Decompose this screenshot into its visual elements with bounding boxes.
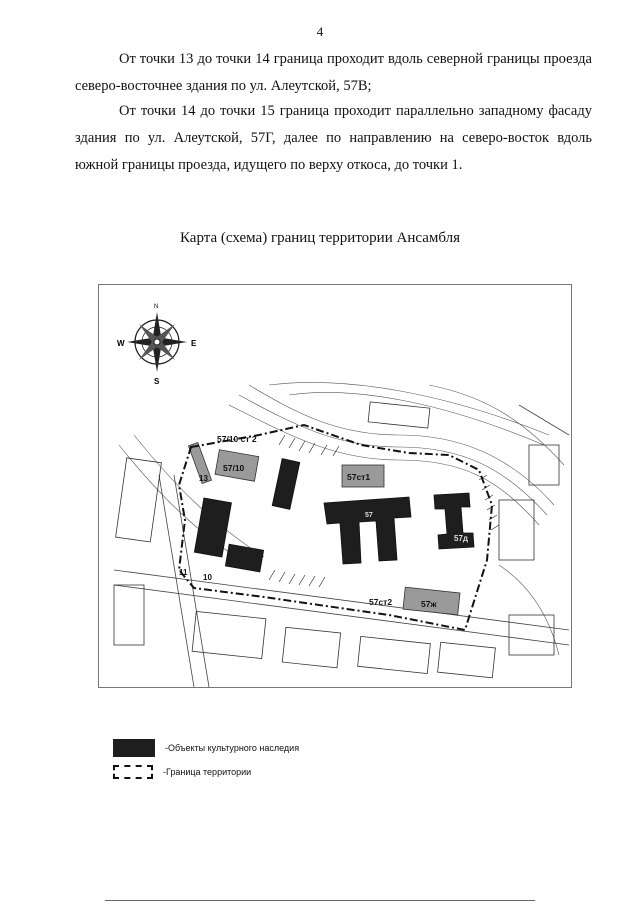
map-title: Карта (схема) границ территории Ансамбля: [180, 230, 460, 246]
site-map: [99, 285, 571, 687]
heritage-swatch: [113, 739, 155, 757]
label-57-10: 57/10: [223, 463, 245, 473]
label-57-10-st2: 57/10 ст 2: [217, 434, 257, 444]
label-57-st1: 57ст1: [347, 472, 371, 482]
legend-heritage: [113, 739, 299, 757]
label-57d: 57д: [454, 534, 468, 543]
label-57zh: 57ж: [421, 599, 437, 609]
background-buildings: [114, 402, 559, 678]
label-57: 57: [365, 512, 373, 519]
point-label-10: 10: [203, 573, 212, 582]
paragraph-1: От точки 13 до точки 14 граница проходит вдоль северной границы проезда северо-восточнее здания по ул. Алеутской, 57В;: [75, 51, 592, 94]
bottom-rule: [105, 900, 535, 901]
boundary-label: -Граница территории: [163, 767, 252, 777]
compass-n-label: N: [154, 304, 159, 310]
map-frame: [98, 284, 572, 688]
compass-e-label: E: [191, 339, 197, 348]
page-number: 4: [316, 24, 324, 39]
boundary-swatch: [113, 765, 153, 779]
paragraph-2: От точки 14 до точки 15 граница проходит параллельно западному фасаду здания по ул. Алеутской, 57Г, далее по направлению на северо-восток вдоль южной границы проезда, идущего по верху откоса, до точки 1.: [75, 103, 592, 173]
heritage-label: -Объекты культурного наследия: [165, 743, 300, 753]
label-57-st2: 57ст2: [369, 597, 393, 607]
point-label-13: 13: [199, 474, 208, 483]
point-label-11: 11: [179, 568, 188, 577]
compass-rose-icon: [117, 304, 197, 386]
compass-w-label: W: [117, 339, 125, 348]
compass-s-label: S: [154, 377, 160, 386]
legend-boundary: [113, 765, 251, 779]
